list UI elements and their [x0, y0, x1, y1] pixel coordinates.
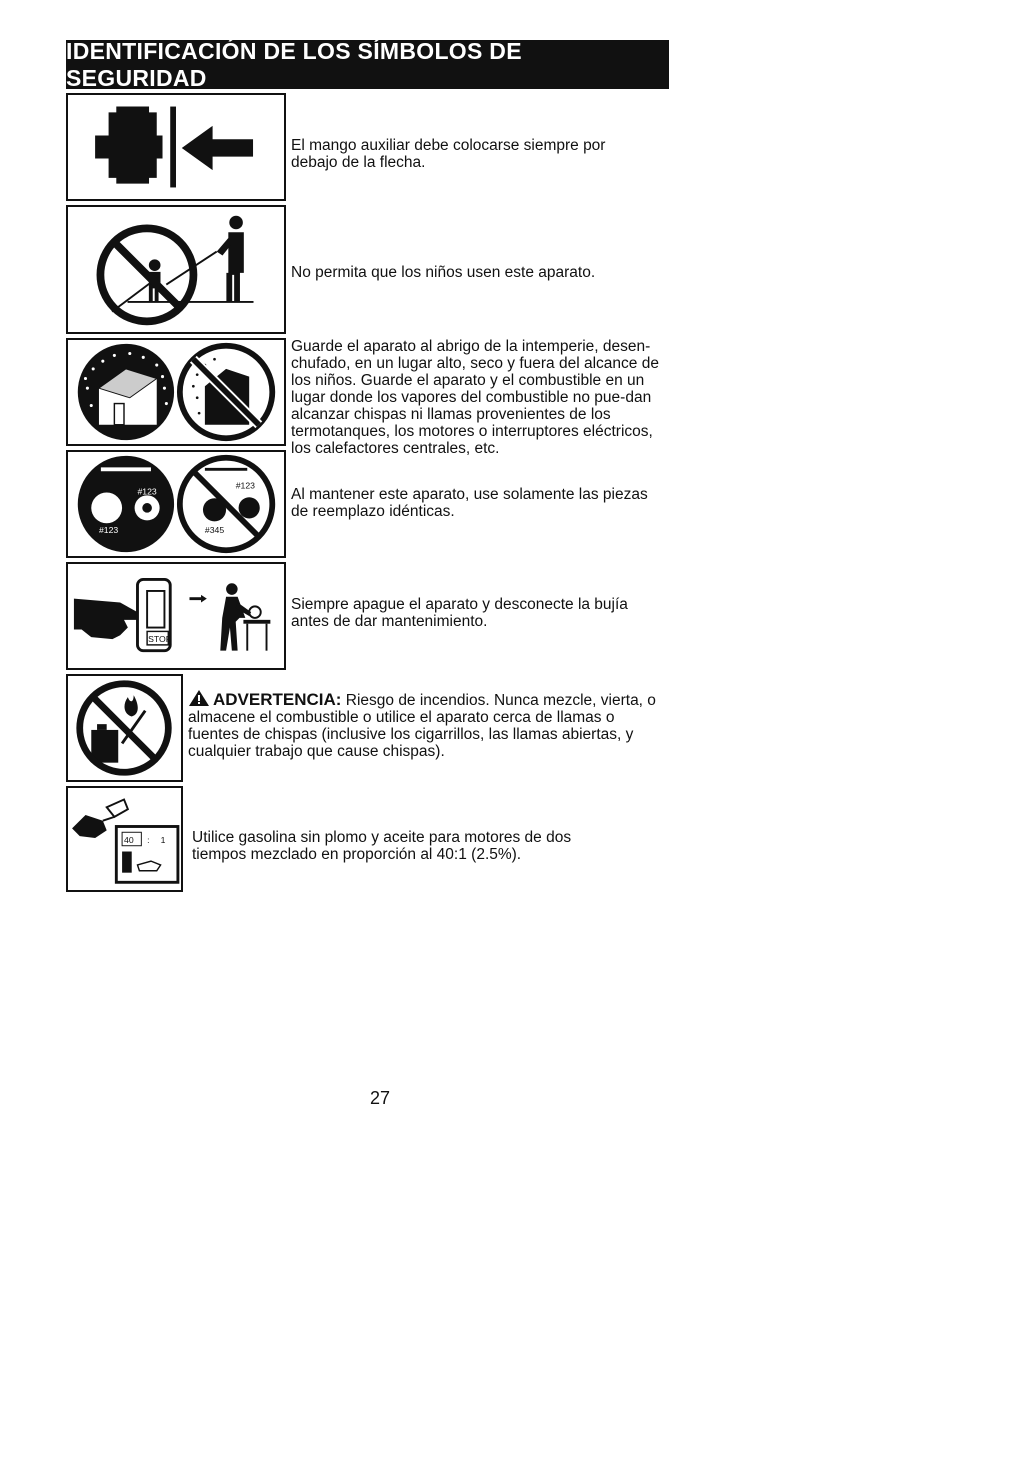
- no-children-icon: [66, 205, 286, 334]
- no-fire-icon: [66, 674, 183, 782]
- stop-label: STOP: [148, 634, 172, 644]
- symbol-text-fire: [188, 689, 658, 760]
- fuel-mix-icon: [66, 786, 183, 892]
- symbol-text-maintenance: Siempre apague el aparato y desconecte la bujía antes de dar mantenimiento.: [291, 596, 628, 630]
- auxiliary-handle-arrow-icon: [66, 93, 286, 201]
- fuel-ratio-separator: :: [147, 834, 150, 845]
- stop-maintenance-icon: [66, 562, 286, 670]
- symbol-text-fuel: Utilice gasolina sin plomo y aceite para motores de dos tiempos mezclado en proporción al 40:1 (2.5%).: [192, 829, 572, 863]
- part-number-label: #123: [235, 480, 255, 491]
- warning-triangle-icon: [188, 689, 210, 707]
- part-number-label: #123: [98, 524, 119, 535]
- symbol-text-handle: El mango auxiliar debe colocarse siempre por debajo de la flecha.: [291, 137, 606, 171]
- symbol-text-children: No permita que los niños usen este aparato.: [291, 264, 596, 281]
- symbol-text-parts: Al mantener este aparato, use solamente las piezas de reemplazo idénticas.: [291, 486, 648, 520]
- replacement-parts-icon: [66, 450, 286, 558]
- page-title: IDENTIFICACIÓN DE LOS SÍMBOLOS DE SEGURIDAD: [66, 40, 669, 89]
- symbol-text-storage: Guarde el aparato al abrigo de la intemperie, desen-chufado, en un lugar alto, seco y fuera del alcance de los niños. Guarde el aparato y el combustible en un lugar donde los vapores del combustible no pue-dan alcanzar chispas ni llamas provenientes de los termotanques, los motores o interruptores eléctricos, los calefactores centrales, etc.: [291, 338, 659, 457]
- part-number-label: #345: [204, 524, 225, 535]
- page-number: 27: [369, 1088, 391, 1108]
- warning-word: ADVERTENCIA:: [213, 690, 342, 709]
- fuel-ratio-number: 40: [124, 834, 134, 845]
- part-number-label: #123: [137, 486, 157, 497]
- warning-text: Riesgo de incendios. Nunca mezcle, vierta, o almacene el combustible o utilice el aparato cerca de llamas o fuentes de chispas (inclusive los cigarrillos, las llamas abiertas, y cualquier trabajo que cause chispas).: [188, 692, 656, 760]
- fuel-ratio-number: 1: [160, 834, 166, 845]
- storage-shelter-icon: [66, 338, 286, 446]
